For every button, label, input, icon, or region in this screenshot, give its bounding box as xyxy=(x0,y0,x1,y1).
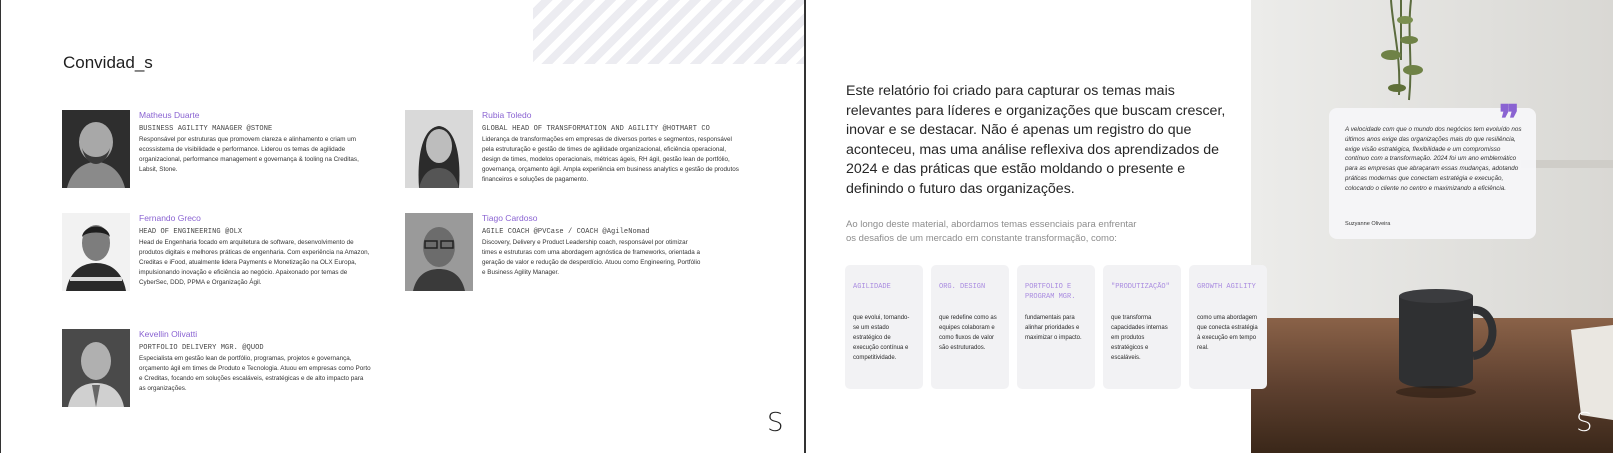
guest-name: Rubia Toledo xyxy=(482,110,532,120)
quote-card xyxy=(1329,96,1536,239)
guest-role: HEAD OF ENGINEERING @OLX xyxy=(139,228,243,236)
topic-title: AGILIDADE xyxy=(853,283,891,291)
decorative-stripes xyxy=(533,0,806,64)
topic-title: ORG. DESIGN xyxy=(939,283,986,291)
guest-card xyxy=(405,110,739,190)
guest-card xyxy=(62,329,382,409)
intro-page xyxy=(808,0,1613,453)
guest-photo xyxy=(62,213,130,291)
guest-role: GLOBAL HEAD OF TRANSFORMATION AND AGILITY @HOTMART CO xyxy=(482,125,710,133)
topic-card xyxy=(845,265,923,389)
guest-bio: Head de Engenharia focado em arquitetura de software, desenvolvimento de produtos digitais e melhores práticas de engenharia. Com experiência na Amazon, Creditas e iFood, atualmente lidera Payments e Monetização na OLX Europa, impulsionando inovação e eficiência ao negócio. Apaixonado por temas de CyberSec, DDD, PPMA e Organização Ágil. xyxy=(139,239,370,286)
topic-card xyxy=(1189,265,1267,389)
guest-role: PORTFOLIO DELIVERY MGR. @QUOD xyxy=(139,344,264,352)
guest-bio: Liderança de transformações em empresas de diversos portes e segmentos, responsável pela estruturação e gestão de times de agilidade organizacional, eficiência operacional, design de times, modelos operacionais, métricas ágeis, RH ágil, gestão lean de portfólio, governança, orçamento ágil. Ampla experiência em business analytics e gestão de produtos financeiros e soluções de pagamento. xyxy=(482,136,739,183)
topic-card xyxy=(931,265,1009,389)
guest-bio: Responsável por estruturas que promovem clareza e alinhamento e criam um ecossistema de visibilidade e performance. Liderou os temas de agilidade organizacional, performance management e governança & tooling na Creditas, Labsit, Stone. xyxy=(139,136,359,173)
topic-text: que redefine como as equipes colaboram e como fluxos de valor são estruturados. xyxy=(939,315,997,351)
guest-role: AGILE COACH @PVCase / COACH @AgileNomad xyxy=(482,228,650,236)
intro-paragraph: Este relatório foi criado para capturar os temas mais relevantes para líderes e organizações que buscam crescer, inovar e se destacar. Não é apenas um registro do que aconteceu, mas uma análise reflexiva dos aprendizados de 2024 e das práticas que estão moldando o presente e definindo o futuro das organizações. xyxy=(846,83,1226,197)
guest-photo xyxy=(405,110,473,188)
guests-page xyxy=(0,0,806,453)
guest-name: Fernando Greco xyxy=(139,213,201,223)
person-silhouette-icon xyxy=(62,110,130,188)
guest-bio: Discovery, Delivery e Product Leadership coach, responsável por otimizar times e estruturas com uma abordagem agnóstica de frameworks, orientada a geração de valor e redução de desperdício. Atuou como Engineering, Portfólio e Business Agility Manager. xyxy=(482,239,701,276)
guest-photo xyxy=(62,110,130,188)
topic-text: que evolui, tornando-se um estado estratégico de execução contínua e competitividade. xyxy=(853,315,910,361)
topic-title: GROWTH AGILITY xyxy=(1197,283,1256,291)
guest-card xyxy=(405,213,735,293)
topic-card xyxy=(1103,265,1181,389)
guest-card xyxy=(62,213,382,293)
topic-title: "PRODUTIZAÇÃO" xyxy=(1111,283,1170,291)
topic-title: PORTFOLIO E PROGRAM MGR. xyxy=(1025,283,1076,301)
quote-mark-icon: ❞ xyxy=(1499,96,1520,141)
person-silhouette-icon xyxy=(62,213,130,291)
intro-subtitle: Ao longo deste material, abordamos temas essenciais para enfrentar os desafios de um mercado em constante transformação, como: xyxy=(846,219,1137,244)
topic-text: fundamentais para alinhar prioridades e maximizar o impacto. xyxy=(1025,315,1082,341)
guest-photo xyxy=(405,213,473,291)
quote-author: Suzyanne Oliveira xyxy=(1345,221,1391,227)
guest-card xyxy=(62,110,382,190)
guest-name: Tiago Cardoso xyxy=(482,213,538,223)
guest-bio: Especialista em gestão lean de portfólio, programas, projetos e governança, orçamento ágil em times de Produto e Tecnologia. Atuou em empresas como Porto e Creditas, focando em soluções escaláveis, estratégicas e de alto impacto para as organizações. xyxy=(139,355,371,392)
brand-logo: S xyxy=(1576,408,1593,438)
brand-logo: S xyxy=(767,408,784,438)
topic-text: que transforma capacidades internas em produtos estratégicos e escaláveis. xyxy=(1111,315,1168,361)
person-silhouette-icon xyxy=(62,329,130,407)
person-silhouette-icon xyxy=(405,213,473,291)
guest-name: Matheus Duarte xyxy=(139,110,200,120)
page-title: Convidad_s xyxy=(63,53,153,72)
guest-role: BUSINESS AGILITY MANAGER @STONE xyxy=(139,125,273,133)
guest-name: Kevellin Olivatti xyxy=(139,329,198,339)
topic-card xyxy=(1017,265,1095,389)
person-silhouette-icon xyxy=(405,110,473,188)
topic-text: como uma abordagem que conecta estratégia à execução em tempo real. xyxy=(1197,315,1258,351)
guest-photo xyxy=(62,329,130,407)
quote-text: A velocidade com que o mundo dos negócios tem evoluído nos últimos anos exige das organizações mais do que resiliência, exige visão estratégica, flexibilidade e um compromisso contínuo com a transformação. 2024 foi um ano emblemático para as empresas que abraçaram essas mudanças, adotando práticas modernas que conectam estratégia e execução, colocando o cliente no centro e maximizando a eficiência. xyxy=(1345,126,1522,192)
